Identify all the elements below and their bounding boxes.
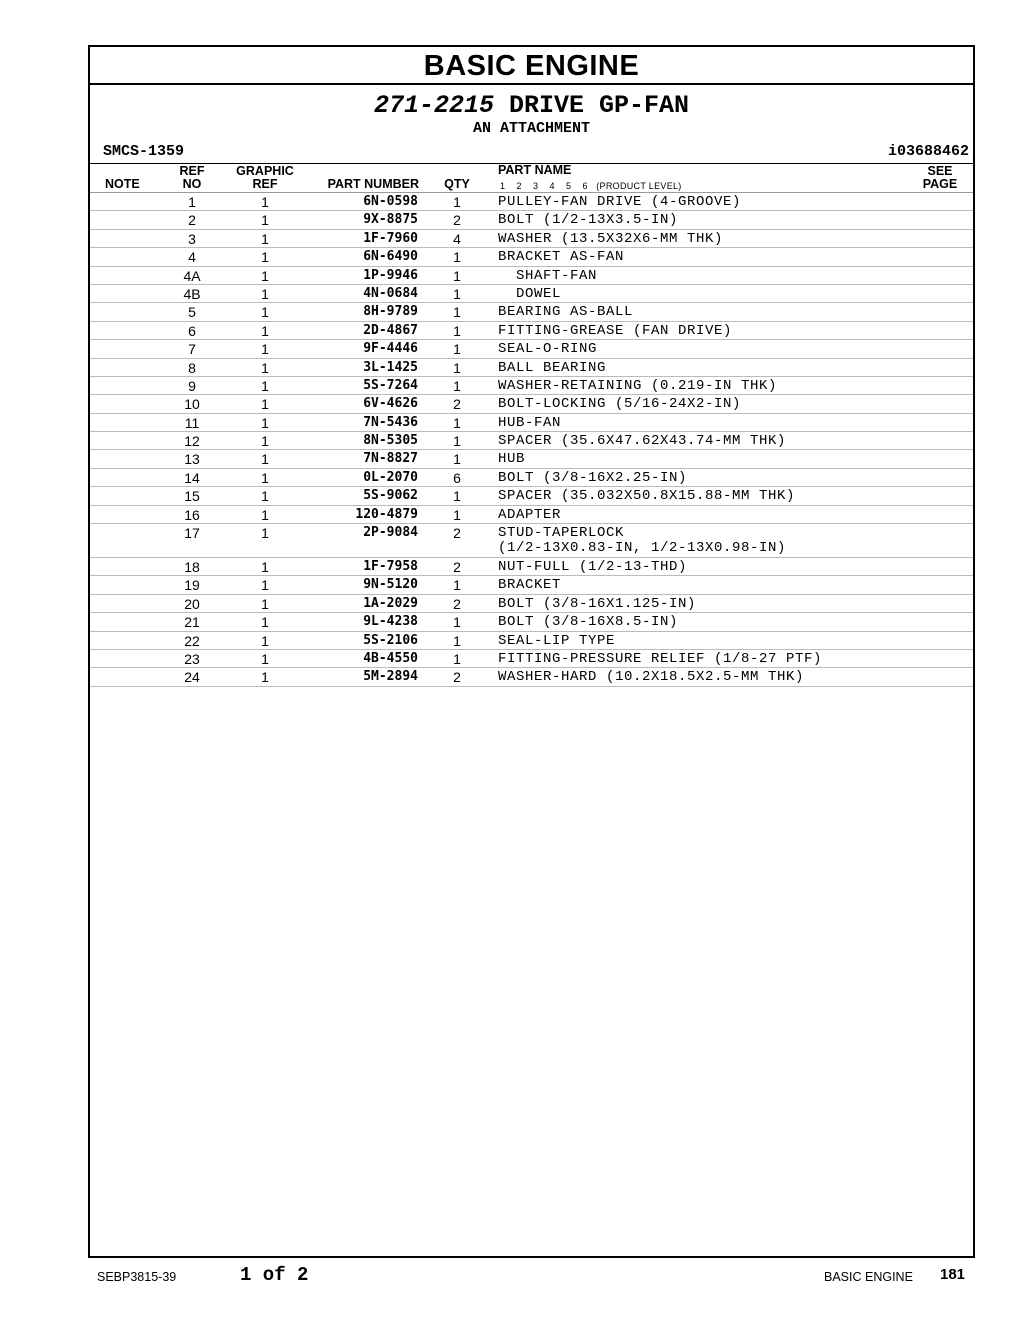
footer-doc-id: SEBP3815-39: [97, 1270, 177, 1284]
illustration-id: i03688462: [887, 143, 969, 160]
header-graphic-ref-2: REF: [252, 177, 278, 191]
part-name: NUT-FULL (1/2-13-THD): [498, 559, 688, 576]
table-row: [90, 267, 973, 285]
table-row: [90, 450, 973, 468]
smcs-code: SMCS-1359: [103, 143, 185, 160]
header-ref-no-1: REF: [179, 164, 205, 178]
qty: 1: [453, 322, 461, 339]
part-name: DOWEL: [498, 285, 562, 302]
part-name: BRACKET: [498, 577, 562, 594]
qty: 1: [453, 577, 461, 594]
part-number: 8N-5305: [363, 433, 418, 449]
header-ref-no-2: NO: [182, 177, 202, 191]
table-row: [90, 432, 973, 450]
graphic-ref: 1: [261, 451, 269, 468]
ref-no: 4: [188, 249, 196, 266]
qty: 1: [453, 451, 461, 468]
qty: 1: [453, 488, 461, 505]
graphic-ref: 1: [261, 194, 269, 210]
graphic-ref: 1: [261, 469, 269, 486]
graphic-ref: 1: [261, 377, 269, 394]
table-row: [90, 487, 973, 505]
smcs-row: [90, 141, 973, 164]
ref-no: 10: [184, 396, 200, 413]
ref-no: 17: [184, 525, 200, 542]
part-name: SEAL-LIP TYPE: [498, 632, 616, 649]
table-row: [90, 230, 973, 248]
graphic-ref: 1: [261, 322, 269, 339]
part-number: 9L-4238: [363, 614, 418, 630]
graphic-ref: 1: [261, 396, 269, 413]
graphic-ref: 1: [261, 414, 269, 431]
graphic-ref: 1: [261, 267, 269, 284]
ref-no: 9: [188, 377, 196, 394]
ref-no: 22: [184, 632, 200, 649]
part-name: PULLEY-FAN DRIVE (4-GROOVE): [498, 194, 742, 210]
ref-no: 13: [184, 451, 200, 468]
part-name: BOLT (1/2-13X3.5-IN): [498, 212, 679, 229]
part-number: 1F-7958: [363, 559, 418, 575]
part-number: 5S-7264: [363, 377, 418, 393]
table-row: [90, 524, 973, 558]
table-row: [90, 595, 973, 613]
ref-no: 14: [184, 469, 200, 486]
part-name: HUB-FAN: [498, 414, 562, 431]
table-row: [90, 632, 973, 650]
part-number: 7N-5436: [363, 414, 418, 430]
graphic-ref: 1: [261, 650, 269, 667]
table-row: [90, 558, 973, 576]
group-title: [90, 92, 973, 120]
part-number: 0L-2070: [363, 469, 418, 485]
part-name: SPACER (35.6X47.62X43.74-MM THK): [498, 433, 787, 450]
ref-no: 6: [188, 322, 196, 339]
part-number: 1A-2029: [363, 595, 418, 611]
table-row: [90, 613, 973, 631]
table-row: [90, 340, 973, 358]
part-number: 6V-4626: [363, 396, 418, 412]
graphic-ref: 1: [261, 230, 269, 247]
table-row: [90, 576, 973, 594]
qty: 6: [453, 469, 461, 486]
header-note: NOTE: [105, 177, 140, 191]
table-row: [90, 414, 973, 432]
footer-section: BASIC ENGINE: [824, 1270, 913, 1284]
part-name: BEARING AS-BALL: [498, 304, 634, 321]
part-name: BRACKET AS-FAN: [498, 249, 625, 266]
qty: 1: [453, 650, 461, 667]
part-name: ADAPTER: [498, 506, 562, 523]
qty: 1: [453, 341, 461, 358]
table-row: [90, 303, 973, 321]
graphic-ref: 1: [261, 249, 269, 266]
table-row: [90, 322, 973, 340]
part-number: 1P-9946: [363, 267, 418, 283]
header-product-level: 1 2 3 4 5 6 (PRODUCT LEVEL): [500, 181, 682, 191]
part-name-continued: (1/2-13X0.83-IN, 1/2-13X0.98-IN): [498, 540, 787, 557]
graphic-ref: 1: [261, 632, 269, 649]
ref-no: 15: [184, 488, 200, 505]
ref-no: 24: [184, 669, 200, 686]
qty: 1: [453, 267, 461, 284]
qty: 1: [453, 506, 461, 523]
part-number: 5S-9062: [363, 488, 418, 504]
ref-no: 12: [184, 433, 200, 450]
ref-no: 8: [188, 359, 196, 376]
footer-page-number: 181: [940, 1266, 966, 1283]
table-row: [90, 193, 973, 211]
graphic-ref: 1: [261, 614, 269, 631]
header-part-number: PART NUMBER: [327, 177, 419, 191]
group-subtitle: AN ATTACHMENT: [472, 120, 591, 137]
qty: 2: [453, 396, 461, 413]
ref-no: 16: [184, 506, 200, 523]
qty: 4: [453, 230, 461, 247]
part-number: 120-4879: [355, 506, 418, 522]
part-number: 2P-9084: [363, 525, 418, 541]
part-name: BOLT (3/8-16X1.125-IN): [498, 595, 697, 612]
part-name: BOLT-LOCKING (5/16-24X2-IN): [498, 396, 742, 413]
graphic-ref: 1: [261, 669, 269, 686]
part-name: WASHER-RETAINING (0.219-IN THK): [498, 377, 778, 394]
header-see-page-1: SEE: [927, 164, 953, 178]
graphic-ref: 1: [261, 304, 269, 321]
part-number: 6N-6490: [363, 249, 418, 265]
part-name: BALL BEARING: [498, 359, 607, 376]
graphic-ref: 1: [261, 559, 269, 576]
part-number: 9F-4446: [363, 341, 418, 357]
part-name: WASHER-HARD (10.2X18.5X2.5-MM THK): [498, 669, 805, 686]
group-name: DRIVE GP-FAN: [509, 91, 690, 120]
table-row: [90, 469, 973, 487]
part-name: SHAFT-FAN: [498, 267, 598, 284]
qty: 2: [453, 212, 461, 229]
qty: 1: [453, 632, 461, 649]
graphic-ref: 1: [261, 212, 269, 229]
ref-no: 23: [184, 650, 200, 667]
header-see-page-2: PAGE: [922, 177, 958, 191]
ref-no: 4B: [183, 285, 201, 302]
part-name: SEAL-O-RING: [498, 341, 598, 358]
part-number: 9X-8875: [363, 212, 418, 228]
ref-no: 3: [188, 230, 196, 247]
graphic-ref: 1: [261, 577, 269, 594]
section-title: BASIC ENGINE: [90, 47, 973, 85]
part-name: FITTING-PRESSURE RELIEF (1/8-27 PTF): [498, 650, 823, 667]
part-number: 1F-7960: [363, 230, 418, 246]
header-qty: QTY: [444, 177, 470, 191]
table-row: [90, 248, 973, 266]
graphic-ref: 1: [261, 506, 269, 523]
graphic-ref: 1: [261, 285, 269, 302]
part-number: 4B-4550: [363, 650, 418, 666]
part-number: 5S-2106: [363, 632, 418, 648]
qty: 1: [453, 377, 461, 394]
ref-no: 1: [188, 194, 196, 210]
qty: 1: [453, 433, 461, 450]
ref-no: 11: [184, 414, 200, 431]
ref-no: 21: [184, 614, 200, 631]
table-row: [90, 650, 973, 668]
header-graphic-ref-1: GRAPHIC: [236, 164, 294, 178]
qty: 1: [453, 285, 461, 302]
ref-no: 7: [188, 341, 196, 358]
part-number: 6N-0598: [363, 194, 418, 209]
ref-no: 2: [188, 212, 196, 229]
page-frame: [88, 45, 975, 1258]
qty: 2: [453, 559, 461, 576]
graphic-ref: 1: [261, 595, 269, 612]
ref-no: 5: [188, 304, 196, 321]
part-number: 5M-2894: [363, 669, 418, 685]
graphic-ref: 1: [261, 525, 269, 542]
part-name: FITTING-GREASE (FAN DRIVE): [498, 322, 733, 339]
part-number: 8H-9789: [363, 304, 418, 320]
ref-no: 20: [184, 595, 200, 612]
header-part-name: PART NAME: [498, 163, 572, 177]
parts-table: [90, 193, 973, 687]
footer-page-of: 1 of 2: [240, 1264, 309, 1286]
group-number: 271-2215: [373, 91, 494, 120]
table-row: [90, 506, 973, 524]
qty: 1: [453, 414, 461, 431]
part-number: 7N-8827: [363, 451, 418, 467]
graphic-ref: 1: [261, 341, 269, 358]
ref-no: 4A: [183, 267, 201, 284]
part-name: BOLT (3/8-16X8.5-IN): [498, 614, 679, 631]
part-name: SPACER (35.032X50.8X15.88-MM THK): [498, 488, 796, 505]
table-row: [90, 211, 973, 229]
qty: 1: [453, 304, 461, 321]
part-number: 2D-4867: [363, 322, 418, 338]
ref-no: 18: [184, 559, 200, 576]
table-row: [90, 395, 973, 413]
ref-no: 19: [184, 577, 200, 594]
part-name: HUB: [498, 451, 526, 468]
table-row: [90, 668, 973, 686]
table-row: [90, 285, 973, 303]
qty: 2: [453, 595, 461, 612]
qty: 1: [453, 249, 461, 266]
table-header: [90, 164, 973, 193]
part-name: WASHER (13.5X32X6-MM THK): [498, 230, 724, 247]
graphic-ref: 1: [261, 433, 269, 450]
qty: 1: [453, 194, 461, 210]
part-number: 9N-5120: [363, 577, 418, 593]
part-name: BOLT (3/8-16X2.25-IN): [498, 469, 688, 486]
table-row: [90, 359, 973, 377]
qty: 2: [453, 525, 461, 542]
qty: 2: [453, 669, 461, 686]
page-footer: [0, 1264, 1020, 1294]
graphic-ref: 1: [261, 488, 269, 505]
graphic-ref: 1: [261, 359, 269, 376]
part-number: 4N-0684: [363, 285, 418, 301]
qty: 1: [453, 359, 461, 376]
part-name: STUD-TAPERLOCK: [498, 525, 625, 542]
table-row: [90, 377, 973, 395]
qty: 1: [453, 614, 461, 631]
part-number: 3L-1425: [363, 359, 418, 375]
